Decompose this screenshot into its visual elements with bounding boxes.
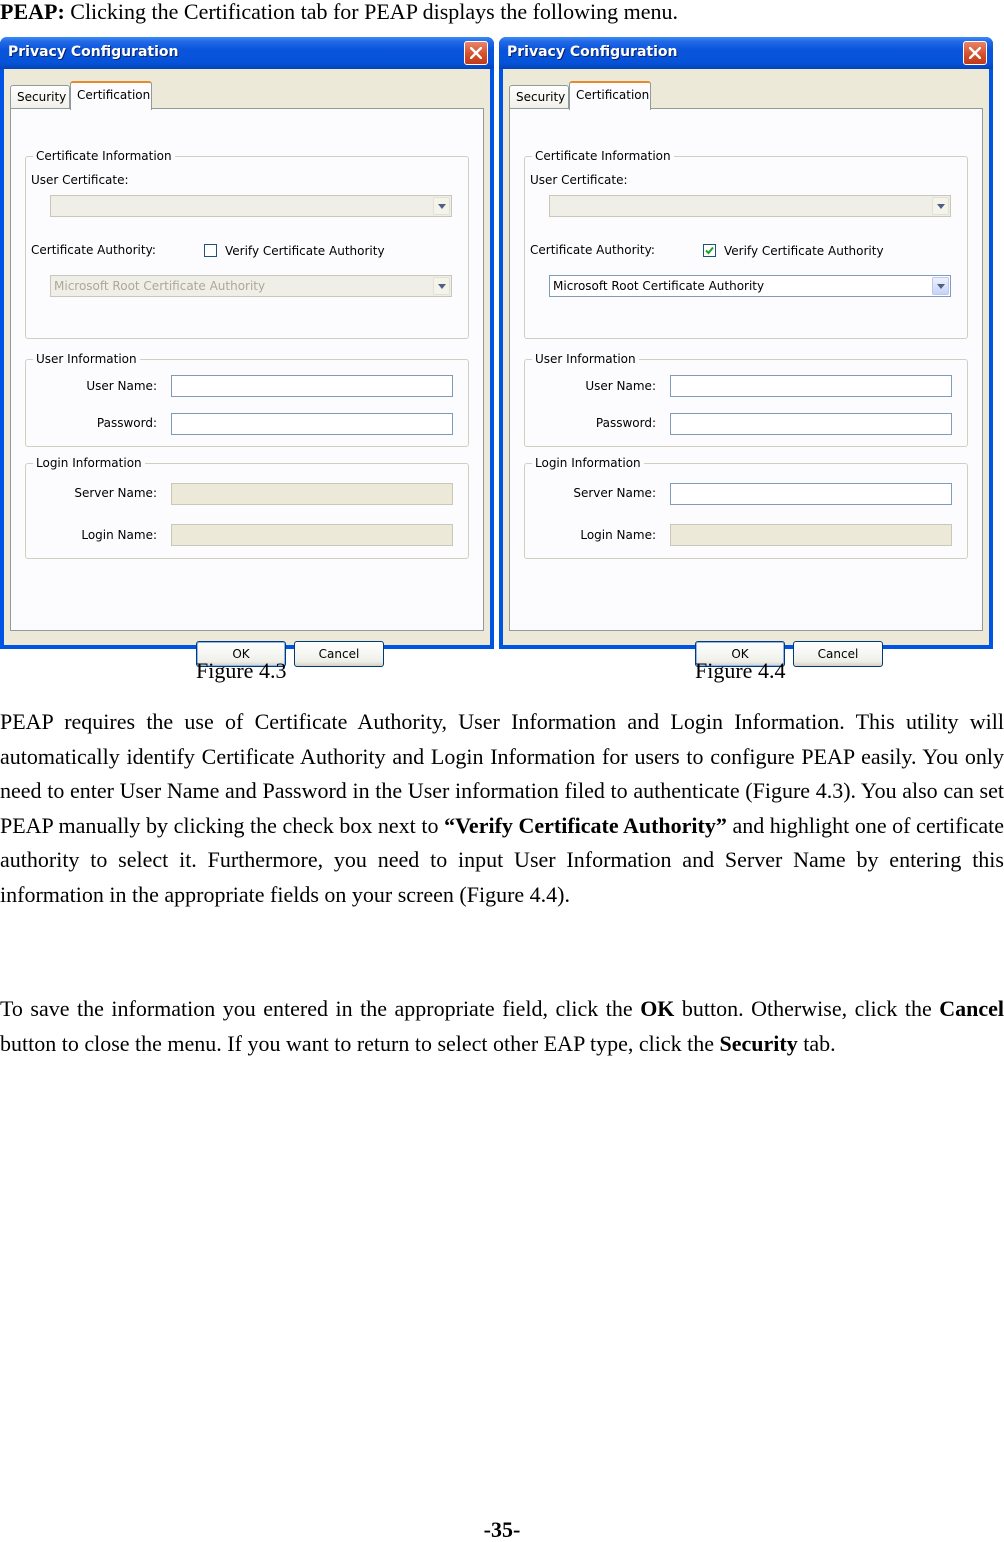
- group-label-login-information: Login Information: [532, 455, 644, 471]
- user-information-group: [524, 352, 968, 447]
- select-value: Microsoft Root Certificate Authority: [553, 279, 765, 293]
- tab-security[interactable]: Security: [509, 85, 569, 109]
- login-name-field: [670, 524, 952, 546]
- intro-lead: PEAP:: [0, 0, 65, 24]
- login-name-field: [171, 524, 453, 546]
- password-label: Password:: [595, 416, 656, 430]
- login-information-group: [524, 456, 968, 559]
- dropdown-arrow-button[interactable]: [932, 197, 949, 215]
- cancel-button[interactable]: Cancel: [294, 641, 384, 667]
- login-name-label: Login Name:: [580, 528, 656, 542]
- user-certificate-label: User Certificate:: [530, 173, 628, 187]
- verify-ca-label: Verify Certificate Authority: [225, 244, 385, 258]
- verify-ca-checkbox[interactable]: [703, 244, 716, 257]
- certification-panel: [10, 108, 484, 631]
- server-name-field: [171, 483, 453, 505]
- user-certificate-select: [549, 195, 951, 217]
- user-certificate-label: User Certificate:: [31, 173, 129, 187]
- select-value: Microsoft Root Certificate Authority: [54, 279, 266, 293]
- user-name-field[interactable]: [670, 375, 952, 397]
- close-icon: [470, 47, 482, 59]
- cancel-button[interactable]: Cancel: [793, 641, 883, 667]
- tab-certification[interactable]: Certification: [70, 81, 152, 110]
- body-text: tab.: [797, 1030, 836, 1056]
- group-label-user-information: User Information: [532, 351, 639, 367]
- bold-text: OK: [640, 996, 675, 1021]
- page-number: -35-: [483, 1517, 521, 1542]
- body-text: To save the information you entered in the appropriate field, click the: [0, 996, 641, 1021]
- checkmark-icon: [705, 246, 714, 255]
- login-information-group: [25, 456, 469, 559]
- password-field[interactable]: [670, 413, 952, 435]
- bold-text: Security: [719, 1030, 798, 1056]
- dropdown-arrow-button[interactable]: [433, 277, 450, 295]
- certification-panel: [509, 108, 983, 631]
- chevron-down-icon: [937, 284, 945, 289]
- dialog-client-area: [503, 69, 989, 661]
- intro-line: [0, 0, 678, 26]
- paragraph-peap-description: [0, 705, 1004, 913]
- intro-text: Clicking the Certification tab for PEAP displays the following menu.: [64, 0, 679, 24]
- login-name-label: Login Name:: [81, 528, 157, 542]
- bold-text: Cancel: [939, 996, 1004, 1021]
- body-text: PEAP requires the use of Certificate Authority, User Information and Login Information. This utility will automatically identify Certificate Authority and Login Information for users to configure PEAP easily. You only need to enter User Name and Password in the User information filed to authenticate (Figure 4.3). You also can set PEAP manually by clicking the check box next to: [0, 709, 1004, 838]
- dialog-title: Privacy Configuration: [8, 44, 179, 60]
- user-name-label: User Name:: [86, 379, 157, 393]
- chevron-down-icon: [438, 284, 446, 289]
- server-name-label: Server Name:: [74, 486, 157, 500]
- close-button[interactable]: [963, 41, 987, 65]
- dropdown-arrow-button[interactable]: [433, 197, 450, 215]
- password-label: Password:: [96, 416, 157, 430]
- chevron-down-icon: [937, 204, 945, 209]
- user-name-field[interactable]: [171, 375, 453, 397]
- group-label-certificate-information: Certificate Information: [33, 148, 175, 164]
- bold-text: “Verify Certificate Authority”: [444, 812, 727, 838]
- certificate-authority-label: Certificate Authority:: [530, 243, 655, 257]
- paragraph-save-instructions: [0, 992, 1004, 1061]
- body-text: and highlight one of certificate authority to select it. Furthermore, you need to input User Information and Server Name by entering this information in the appropriate fields on your screen (Figure 4.4).: [0, 812, 1004, 907]
- chevron-down-icon: [438, 204, 446, 209]
- user-certificate-select: [50, 195, 452, 217]
- body-text: button. Otherwise, click the: [674, 996, 940, 1021]
- group-label-user-information: User Information: [33, 351, 140, 367]
- tab-certification[interactable]: Certification: [569, 81, 651, 110]
- ok-button[interactable]: OK: [196, 641, 286, 667]
- body-text: button to close the menu. If you want to return to select other EAP type, click the: [0, 1030, 720, 1056]
- close-icon: [969, 47, 981, 59]
- figure-caption-4-3: Figure 4.3: [196, 658, 287, 683]
- privacy-configuration-dialog-2: [499, 37, 993, 661]
- group-label-certificate-information: Certificate Information: [532, 148, 674, 164]
- title-bar[interactable]: [499, 37, 993, 69]
- certificate-information-group: [524, 149, 968, 339]
- server-name-field[interactable]: [670, 483, 952, 505]
- group-label-login-information: Login Information: [33, 455, 145, 471]
- close-button[interactable]: [464, 41, 488, 65]
- certificate-authority-label: Certificate Authority:: [31, 243, 156, 257]
- privacy-configuration-dialog-1: [0, 37, 494, 661]
- certificate-information-group: [25, 149, 469, 339]
- title-bar[interactable]: [0, 37, 494, 69]
- verify-ca-checkbox[interactable]: [204, 244, 217, 257]
- user-information-group: [25, 352, 469, 447]
- password-field[interactable]: [171, 413, 453, 435]
- user-name-label: User Name:: [585, 379, 656, 393]
- figure-caption-4-4: Figure 4.4: [695, 658, 786, 683]
- dialog-title: Privacy Configuration: [507, 44, 678, 60]
- certificate-authority-select: [50, 275, 452, 297]
- dialog-client-area: [4, 69, 490, 661]
- certificate-authority-select[interactable]: [549, 275, 951, 297]
- verify-ca-label: Verify Certificate Authority: [724, 244, 884, 258]
- dropdown-arrow-button[interactable]: [932, 277, 949, 295]
- server-name-label: Server Name:: [573, 486, 656, 500]
- ok-button[interactable]: OK: [695, 641, 785, 667]
- tab-security[interactable]: Security: [10, 85, 70, 109]
